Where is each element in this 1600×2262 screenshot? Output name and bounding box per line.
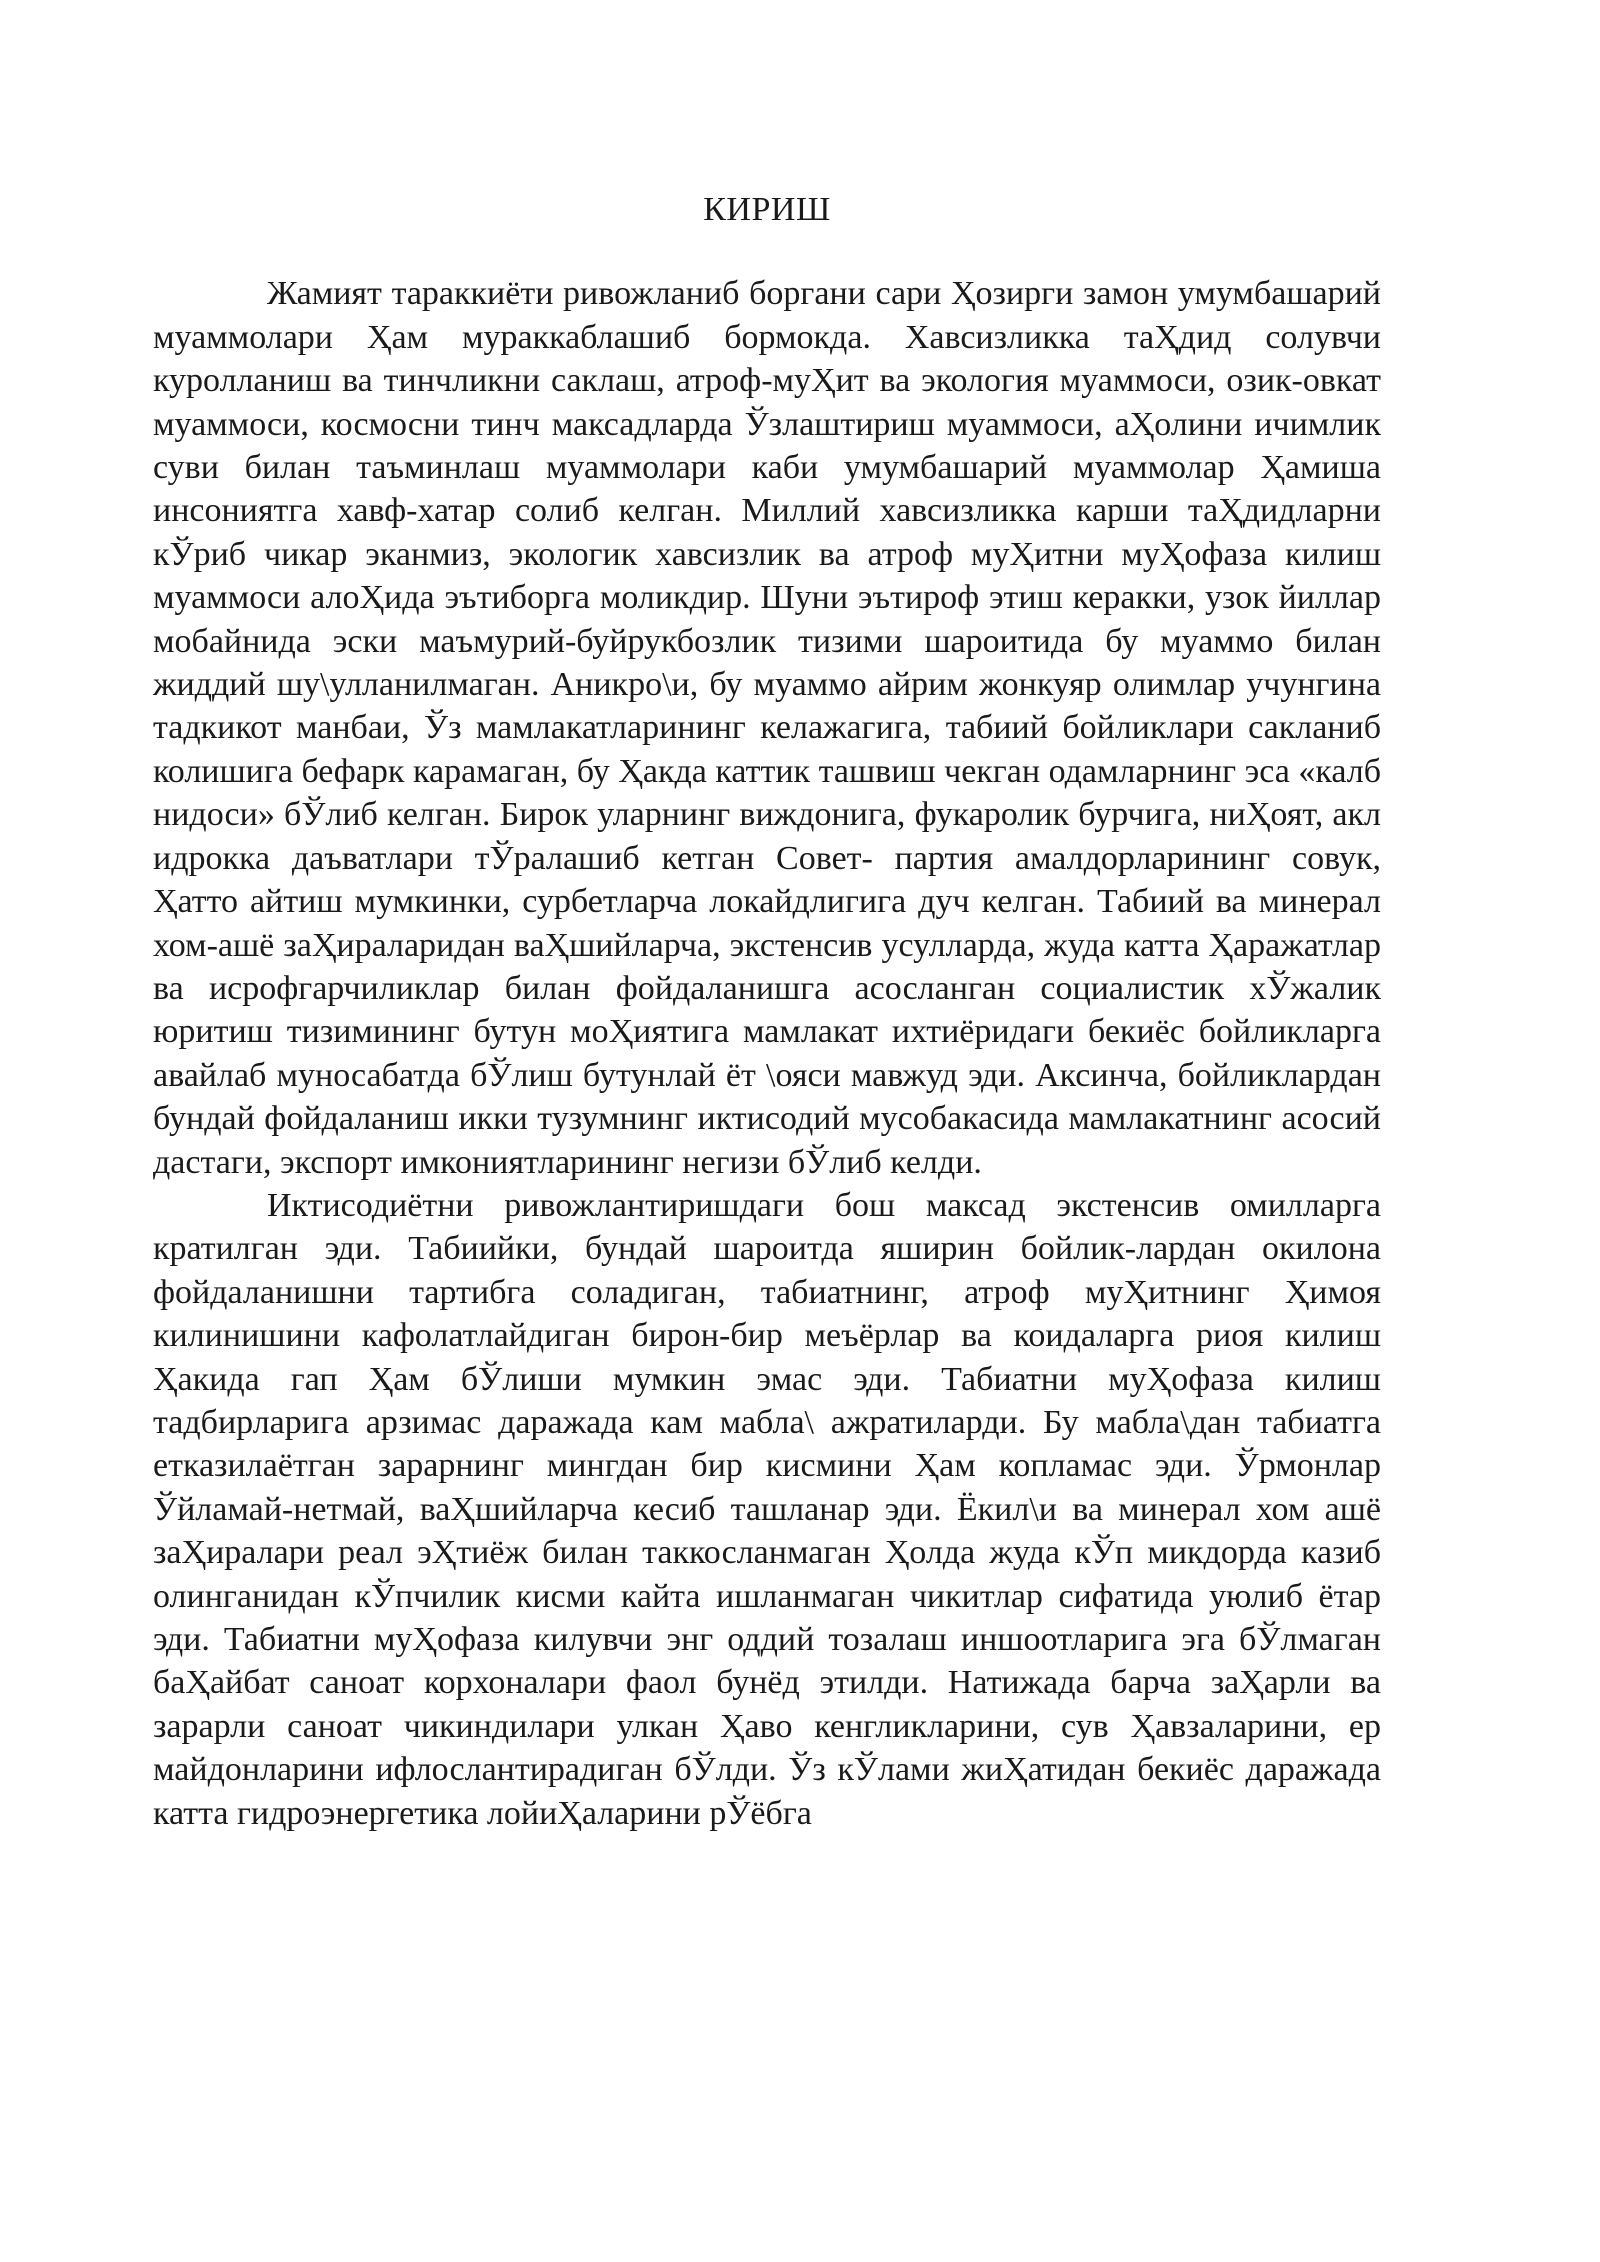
page-title: КИРИШ: [703, 191, 831, 228]
document-page: [153, 188, 1381, 1835]
paragraph-2: Иктисодиётни ривожлантиришдаги бош максад экстенсив омилларга кратилган эди. Табиийки, бундай шароитда яширин бойлик-лардан окилона фойдаланишни тартибга соладиган, табиатнинг, атроф муҲитнинг Ҳимоя килинишини кафолатлайдиган бирон-бир меъёрлар ва коидаларга риоя килиш Ҳакида гап Ҳам бЎлиши мумкин эмас эди. Табиатни муҲофаза килиш тадбирларига арзимас даражада кам мабла\ ажратиларди. Бу мабла\дан табиатга етказилаётган зарарнинг мингдан бир кисмини Ҳам копламас эди. Ўрмонлар Ўйламай-нетмай, ваҲшийларча кесиб ташланар эди. Ёкил\и ва минерал хом ашё заҲиралари реал эҲтиёж билан таккосланмаган Ҳолда жуда кЎп микдорда казиб олинганидан кЎпчилик кисми кайта ишланмаган чикитлар сифатида уюлиб ётар эди. Табиатни муҲофаза килувчи энг оддий тозалаш иншоотларига эга бЎлмаган баҲайбат саноат корхоналари фаол бунёд этилди. Натижада барча заҲарли ва зарарли саноат чикиндилари улкан Ҳаво кенгликларини, сув Ҳавзаларини, ер майдонларини ифлослантирадиган бЎлди. Ўз кЎлами жиҲатидан бекиёс даражада катта гидроэнергетика лойиҲаларини рЎёбга: [153, 1186, 1381, 1832]
paragraph-1: Жамият тараккиёти ривожланиб боргани сари Ҳозирги замон умумбашарий муаммолари Ҳам мураккаблашиб бормокда. Хавсизликка таҲдид солувчи куролланиш ва тинчликни саклаш, атроф-муҲит ва экология муаммоси, озик-овкат муаммоси, космосни тинч максадларда Ўзлаштириш муаммоси, аҲолини ичимлик суви билан таъминлаш муаммолари каби умумбашарий муаммолар Ҳамиша инсониятга хавф-хатар солиб келган. Миллий хавсизликка карши таҲдидларни кЎриб чикар эканмиз, экологик хавсизлик ва атроф муҲитни муҲофаза килиш муаммоси алоҲида эътиборга моликдир. Шуни эътироф этиш керакки, узок йиллар мобайнида эски маъмурий-буйрукбозлик тизими шароитида бу муаммо билан жиддий шу\улланилмаган. Аникро\и, бу муаммо айрим жонкуяр олимлар учунгина тадкикот манбаи, Ўз мамлакатларининг келажагига, табиий бойликлари сакланиб колишига бефарк карамаган, бу Ҳакда каттик ташвиш чекган одамларнинг эса «калб нидоси» бЎлиб келган. Бирок уларнинг виждонига, фукаролик бурчига, ниҲоят, акл идрокка даъватлари тЎралашиб кетган Совет- партия амалдорларининг совук, Ҳатто айтиш мумкинки, сурбетларча локайдлигига дуч келган. Табиий ва минерал хом-ашё заҲираларидан ваҲшийларча, экстенсив усулларда, жуда катта Ҳаражатлар ва исрофгарчиликлар билан фойдаланишга асосланган социалистик хЎжалик юритиш тизимининг бутун моҲиятига мамлакат ихтиёридаги бекиёс бойликларга авайлаб муносабатда бЎлиш бутунлай ёт \ояси мавжуд эди. Аксинча, бойликлардан бундай фойдаланиш икки тузумнинг иктисодий мусобакасида мамлакатнинг асосий дастаги, экспорт имкониятларининг негизи бЎлиб келди.: [153, 275, 1381, 1181]
